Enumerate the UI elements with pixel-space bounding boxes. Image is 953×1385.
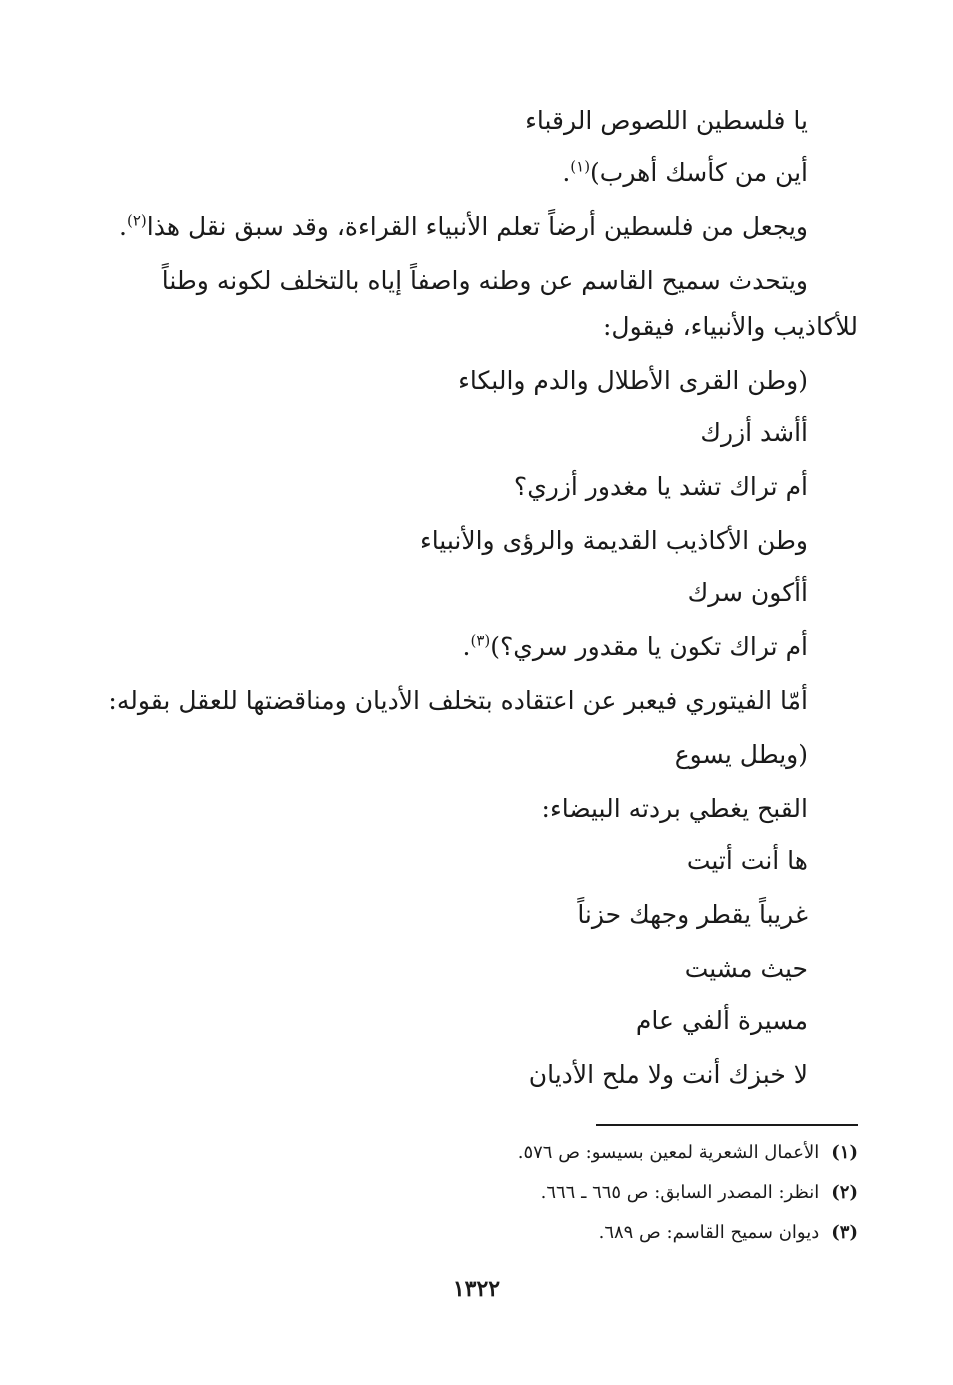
prose-line-4 — [108, 684, 808, 718]
page-number: ١٣٢٢ — [452, 1276, 501, 1302]
text-span: غريباً يقطر وجهك حزناً — [577, 900, 808, 929]
poem-line-1 — [525, 104, 808, 138]
poem-line-3 — [458, 364, 808, 398]
text-span: ها أنت أتيت — [686, 846, 808, 875]
poem-line-6 — [420, 524, 808, 558]
text-span: ويتحدث سميح القاسم عن وطنه واصفاً إياه بالتخلف لكونه وطناً — [161, 266, 808, 295]
footnote-text: ديوان سميح القاسم: ص ٦٨٩. — [598, 1222, 820, 1243]
prose-line-1 — [119, 210, 808, 244]
poem-line-7 — [688, 576, 808, 610]
text-span: مسيرة ألفي عام — [635, 1006, 808, 1035]
text-span: أأشد أزرك — [700, 418, 808, 447]
period: . — [562, 158, 571, 187]
poem-line-14 — [636, 1004, 808, 1038]
text-span: أأكون سرك — [687, 578, 808, 607]
poem-line-13 — [685, 952, 808, 986]
poem-line-5 — [514, 470, 808, 504]
footnote-ref-3: (٣) — [470, 631, 491, 650]
footnote-text: انظر: المصدر السابق: ص ٦٦٥ ـ ٦٦٦. — [540, 1182, 820, 1203]
poem-line-8 — [463, 630, 808, 664]
footnote-number: (١) — [831, 1142, 858, 1163]
text-span: يا فلسطين اللصوص الرقباء — [525, 106, 808, 135]
period: . — [119, 212, 127, 241]
text-span: القبح يغطي بردته البيضاء: — [541, 794, 808, 823]
footnote-separator — [596, 1124, 858, 1126]
text-span: لا خبزك أنت ولا ملح الأديان — [528, 1060, 808, 1089]
poem-line-10 — [542, 792, 808, 826]
text-span: وطن الأكاذيب القديمة والرؤى والأنبياء — [419, 526, 808, 555]
text-span: (وطن القرى الأطلال والدم والبكاء — [458, 366, 808, 395]
footnote-3 — [599, 1220, 858, 1246]
prose-line-3 — [603, 310, 858, 344]
footnote-1 — [518, 1140, 858, 1166]
text-span: أم تراك تشد يا مغدور أزري؟ — [513, 472, 808, 501]
footnote-number: (٣) — [831, 1222, 858, 1243]
prose-line-2 — [162, 264, 808, 298]
text-span: حيث مشيت — [684, 954, 808, 983]
footnote-2 — [541, 1180, 858, 1206]
poem-line-15 — [529, 1058, 808, 1092]
footnote-ref-2: (٢) — [126, 211, 147, 230]
poem-line-12 — [577, 898, 808, 932]
text-span: أم تراك تكون يا مقدور سري؟) — [490, 632, 808, 661]
period: . — [462, 632, 471, 661]
text-span: ويجعل من فلسطين أرضاً تعلم الأنبياء القراءة، وقد سبق نقل هذا — [146, 212, 808, 241]
footnote-number: (٢) — [831, 1182, 858, 1203]
poem-line-11 — [687, 844, 808, 878]
poem-line-2 — [562, 156, 808, 190]
footnote-text: الأعمال الشعرية لمعين بسيسو: ص ٥٧٦. — [517, 1142, 820, 1163]
text-span: أمّا الفيتوري فيعبر عن اعتقاده بتخلف الأديان ومناقضتها للعقل بقوله: — [108, 686, 808, 715]
poem-line-9 — [675, 738, 808, 772]
footnote-ref-1: (١) — [570, 157, 591, 176]
text-span: (ويطل يسوع — [674, 740, 808, 769]
text-span: للأكاذيب والأنبياء، فيقول: — [603, 312, 858, 341]
poem-line-4 — [700, 416, 808, 450]
text-span: أين من كأسك أهرب) — [590, 158, 808, 187]
